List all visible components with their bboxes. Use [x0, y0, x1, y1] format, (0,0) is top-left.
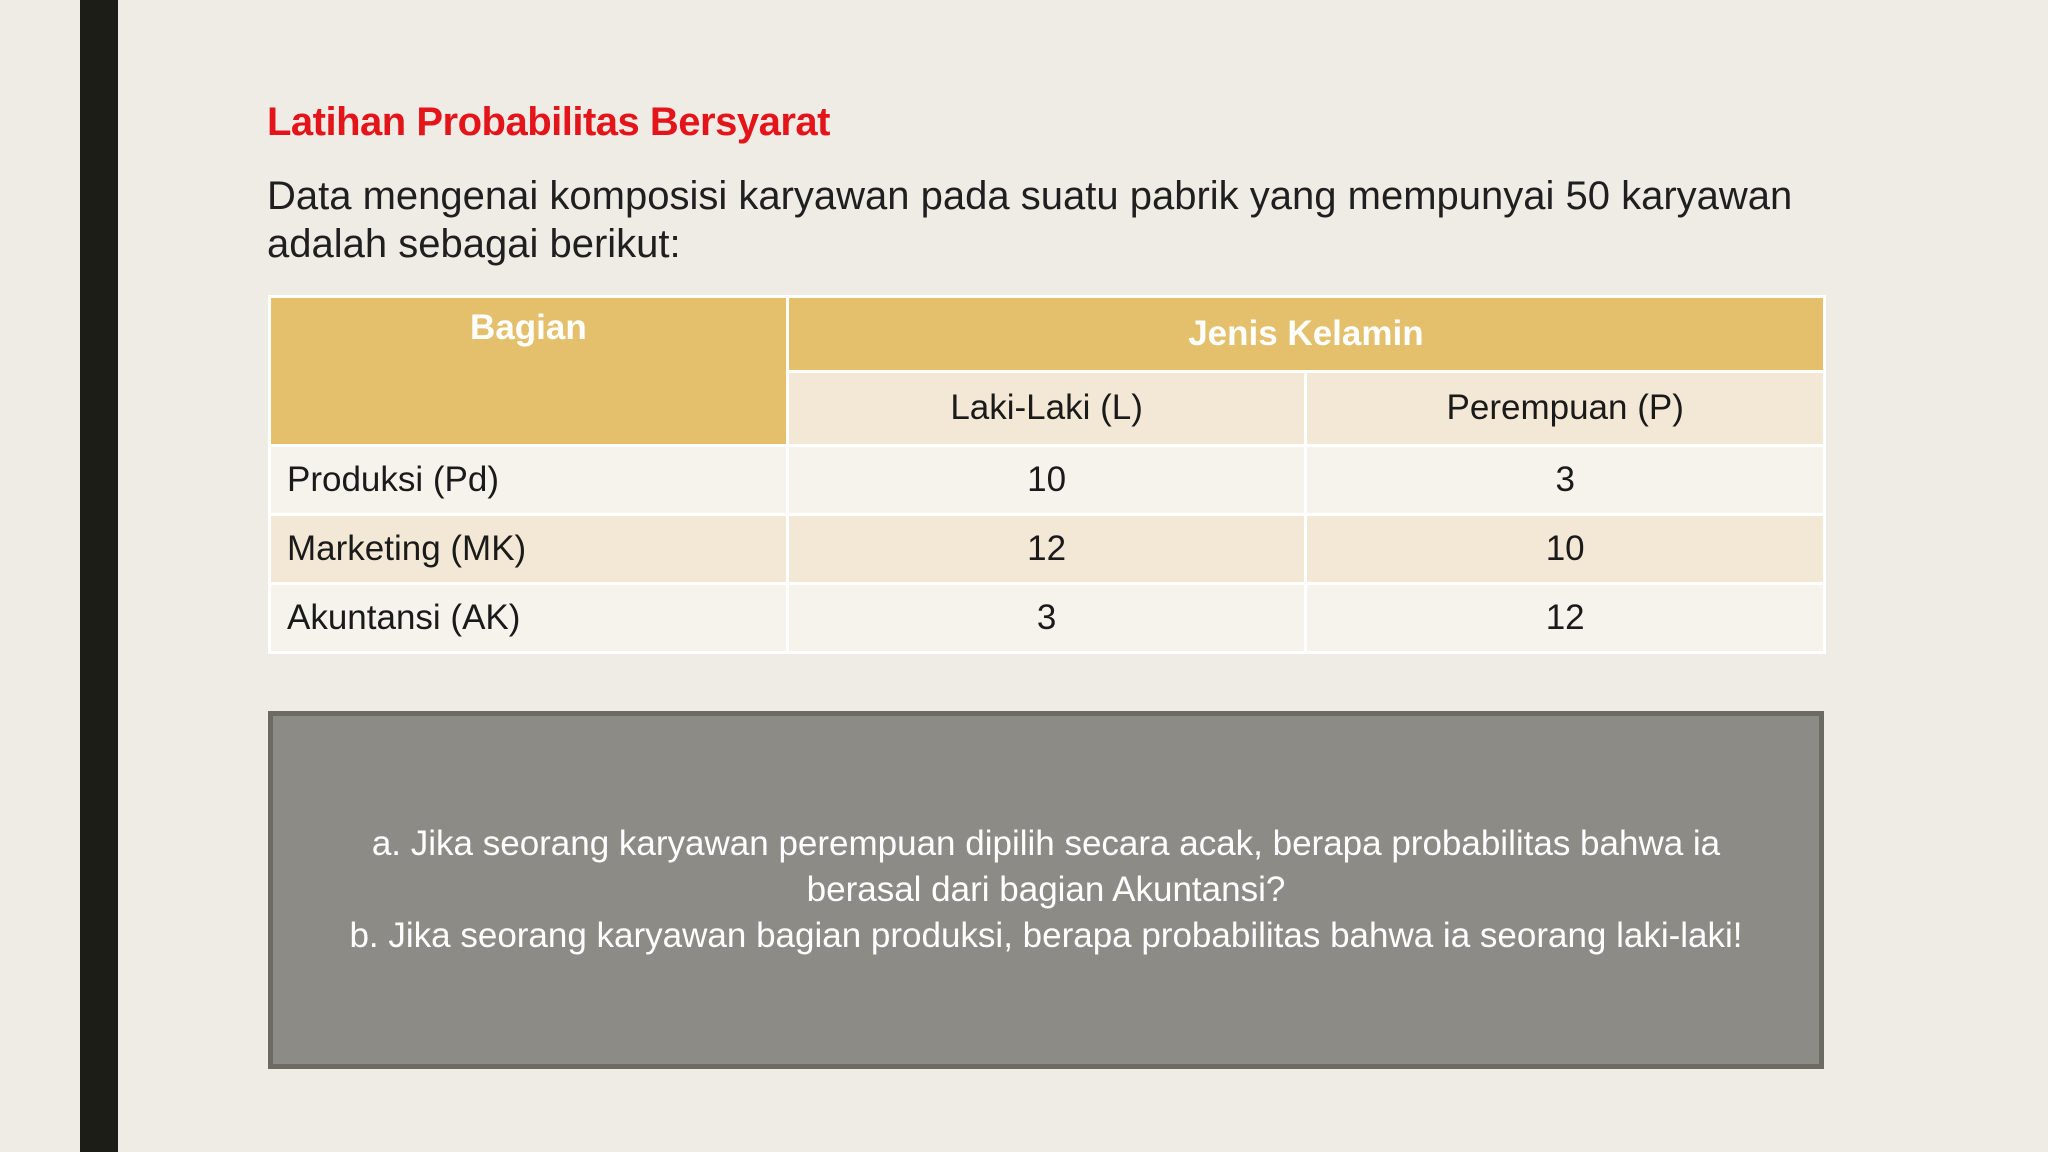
- question-a-line1: a. Jika seorang karyawan perempuan dipilih secara acak, berapa probabilitas bahwa ia: [371, 824, 1721, 863]
- table-row: [270, 446, 1825, 515]
- cell-l: 12: [787, 515, 1306, 584]
- cell-p: 10: [1306, 515, 1825, 584]
- question-a-line2: berasal dari bagian Akuntansi?: [806, 870, 1286, 909]
- row-label: Akuntansi (AK): [270, 584, 788, 653]
- row-label: Produksi (Pd): [270, 446, 788, 515]
- header-jenis-kelamin: Jenis Kelamin: [787, 297, 1824, 372]
- cell-l: 10: [787, 446, 1306, 515]
- slide-title: Latihan Probabilitas Bersyarat: [267, 100, 830, 144]
- header-perempuan: Perempuan (P): [1306, 371, 1825, 446]
- table-row: [270, 584, 1825, 653]
- side-accent-bar: [80, 0, 118, 1152]
- employee-table: [268, 295, 1826, 654]
- header-bagian: Bagian: [270, 297, 788, 446]
- cell-p: 12: [1306, 584, 1825, 653]
- question-b: b. Jika seorang karyawan bagian produksi, berapa probabilitas bahwa ia seorang laki-laki!: [349, 916, 1743, 955]
- intro-text: Data mengenai komposisi karyawan pada suatu pabrik yang mempunyai 50 karyawan adalah sebagai berikut:: [267, 174, 1793, 266]
- table-row: [270, 515, 1825, 584]
- question-box: [268, 711, 1824, 1069]
- header-laki-laki: Laki-Laki (L): [787, 371, 1306, 446]
- cell-p: 3: [1306, 446, 1825, 515]
- cell-l: 3: [787, 584, 1306, 653]
- row-label: Marketing (MK): [270, 515, 788, 584]
